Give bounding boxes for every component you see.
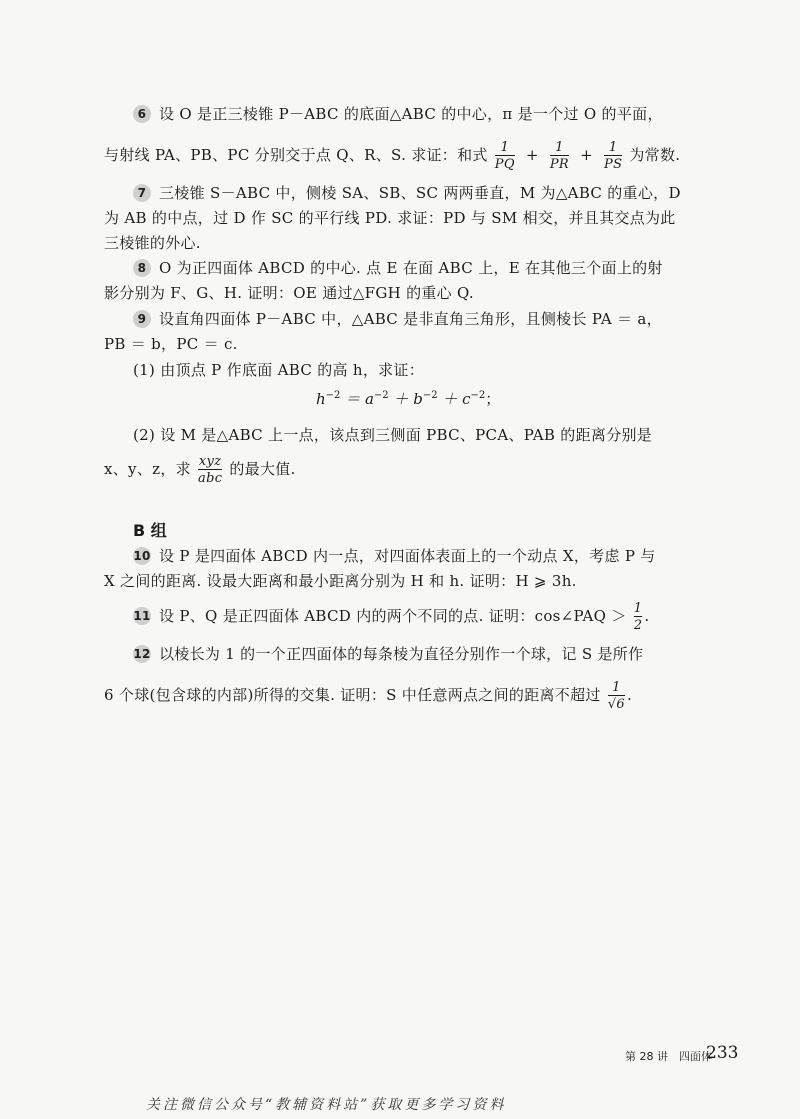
problem-10-line-1: 10 设 P 是四面体 ABCD 内一点，对四面体表面上的一个动点 X，考虑 P 与 [133,547,656,565]
problem-6-line-1: 6 设 O 是正三棱锥 P－ABC 的底面△ABC 的中心，π 是一个过 O 的平面， [133,104,663,124]
problem-11-line-1: 11 设 P、Q 是正四面体 ABCD 内的两个不同的点. 证明：cos∠PAQ ＞ $\frac{1}{2}$ . [133,601,650,633]
problem-6-line-2: 与射线 PA、PB、PC 分别交于点 Q、R、S. 求证：和式 $\frac{1}{PQ}$ + $\frac{1}{PR}$ + $\frac{1}{PS}$ 为常数. [104,140,681,172]
problem-8-line-1: 8 O 为正四面体 ABCD 的中心. 点 E 在面 ABC 上，E 在其他三个面上的射 [133,258,663,278]
problem-12-line-1: 12 以棱长为 1 的一个正四面体的每条棱为直径分别作一个球，记 S 是所作 [133,645,644,663]
problem-7-line-1: 7 三棱锥 S－ABC 中，侧棱 SA、SB、SC 两两垂直，M 为△ABC 的重心，D [133,183,681,203]
problem-9-part-2-line-1: (2) 设 M 是△ABC 上一点，该点到三侧面 PBC、PCA、PAB 的距离分别是 [133,426,653,444]
problem-9-part-1: (1) 由顶点 P 作底面 ABC 的高 h，求证： [133,361,425,379]
problem-number-badge: 6 [133,105,151,123]
problem-9-line-2: PB ＝ b，PC ＝ c. [104,335,238,353]
fraction-xyz-over-abc: $\frac{\text{xyz}}{\text{abc}}$ [198,454,223,486]
problem-9-formula: $h^{-2} = a^{-2} + b^{-2} + c^{-2}$； [316,390,501,408]
fraction-1-over-ps: $\frac{1}{PS}$ [604,140,623,172]
problem-number-badge: 11 [133,609,151,623]
problem-9-part-2-line-2: x、y、z，求 $\frac{\text{xyz}}{\text{abc}}$ 的最大值. [104,454,296,486]
problem-number-badge: 9 [133,310,151,328]
fraction-1-over-pr: $\frac{1}{PR}$ [549,140,569,172]
problem-number-badge: 10 [133,549,151,563]
chapter-label: 第 28 讲 四面体 [625,1050,712,1063]
problem-12-line-2: 6 个球(包含球的内部)所得的交集. 证明：S 中任意两点之间的距离不超过 $\frac{1}{√6}$ . [104,680,633,712]
problem-7-line-2: 为 AB 的中点，过 D 作 SC 的平行线 PD. 求证：PD 与 SM 相交，并且其交点为此 [104,209,676,227]
problem-number-badge: 8 [133,259,151,277]
group-b-title: B 组 [133,521,167,540]
problem-number-badge: 12 [133,647,151,661]
watermark-text: 关注微信公众号“教辅资料站”获取更多学习资料 [146,1097,507,1113]
problem-number-badge: 7 [133,184,151,202]
problem-9-line-1: 9 设直角四面体 P－ABC 中，△ABC 是非直角三角形，且侧棱长 PA ＝ a， [133,309,662,329]
fraction-1-over-sqrt6: $\frac{1}{√6}$ [607,680,625,712]
problem-8-line-2: 影分别为 F、G、H. 证明：OE 通过△FGH 的重心 Q. [104,284,474,302]
page-number: 233 [706,1043,739,1063]
problem-7-line-3: 三棱锥的外心. [104,234,201,252]
problem-10-line-2: X 之间的距离. 设最大距离和最小距离分别为 H 和 h. 证明：H ⩾ 3h. [104,572,577,590]
fraction-1-over-2: $\frac{1}{2}$ [633,601,643,633]
fraction-1-over-pq: $\frac{1}{PQ}$ [494,140,515,172]
